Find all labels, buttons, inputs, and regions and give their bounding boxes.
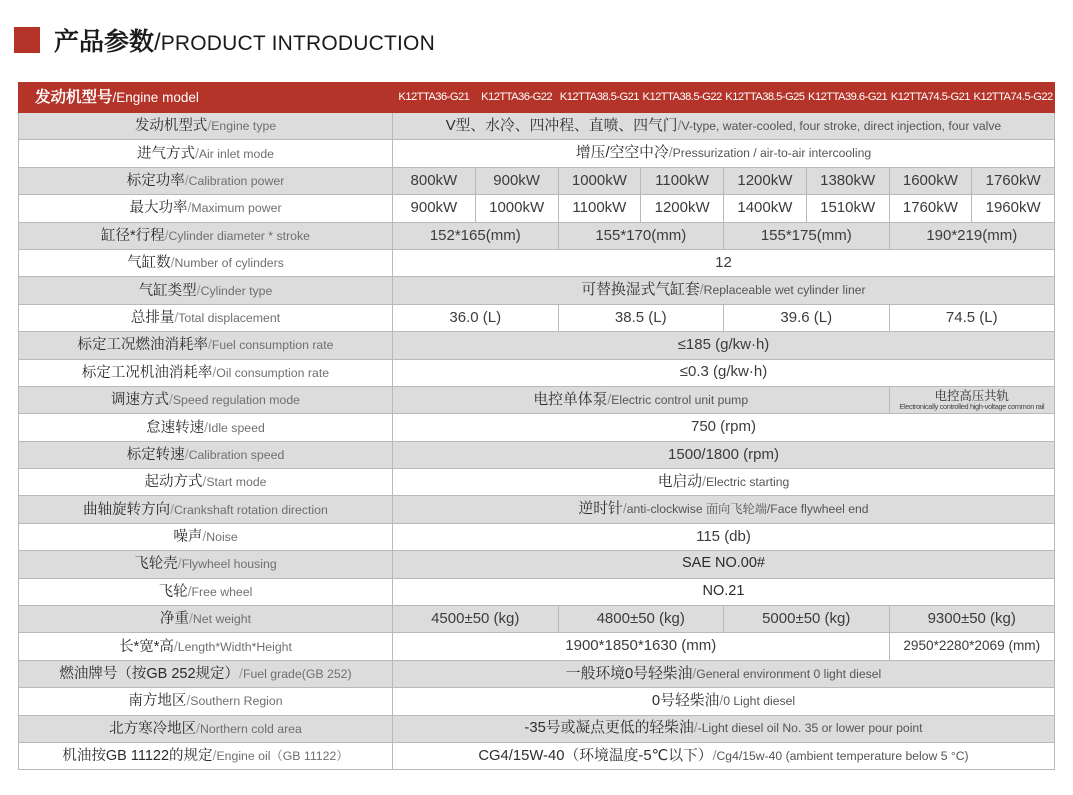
- row-label-separator: /: [177, 555, 182, 572]
- table-cell-value: 4500±50 (kg): [393, 606, 559, 633]
- table-cell-value: SAE NO.00#: [393, 551, 1055, 578]
- table-cell: [393, 469, 1055, 496]
- table-cell-value: 1900*1850*1630 (mm): [393, 633, 890, 660]
- row-label-separator: /: [170, 500, 175, 517]
- row-label: [19, 140, 393, 167]
- cell-value-separator: /: [668, 144, 673, 161]
- table-cell: [393, 715, 1055, 742]
- row-label-separator: /: [170, 254, 175, 271]
- row-label-en: Net weight: [192, 612, 251, 627]
- row-label-cn: 长*宽*高: [119, 638, 174, 655]
- table-cell-value: 155*170(mm): [558, 222, 724, 249]
- table-row: [19, 523, 1055, 550]
- table-cell-value: 1510kW: [806, 195, 889, 222]
- table-cell-value: ≤0.3 (g/kw·h): [393, 359, 1055, 386]
- table-cell: [393, 113, 1055, 140]
- row-label-en: Free wheel: [191, 584, 253, 599]
- row-label: [19, 167, 393, 194]
- cell-value-cn: 电控高压共轨: [934, 388, 1009, 403]
- row-label-cn: 气缸类型: [138, 282, 197, 299]
- spec-table-wrapper: [18, 82, 1054, 770]
- row-label: [19, 469, 393, 496]
- row-label: [19, 688, 393, 715]
- cell-value-en: anti-clockwise 面向飞轮端/Face flywheel end: [626, 502, 869, 517]
- table-row: [19, 195, 1055, 222]
- table-row: [19, 469, 1055, 496]
- cell-value-cn: 逆时针: [578, 501, 623, 518]
- model-column-header: K12TTA74.5-G21: [889, 83, 972, 113]
- table-cell-value: 1100kW: [641, 167, 724, 194]
- row-label: [19, 606, 393, 633]
- cell-value-en: V-type, water-cooled, four stroke, direct injection, four valve: [681, 118, 1002, 133]
- model-column-header: K12TTA38.5-G25: [724, 83, 807, 113]
- cell-value-separator: /: [699, 281, 704, 298]
- row-label-cn: 标定功率: [126, 173, 185, 189]
- table-cell-value: 2950*2280*2069 (mm): [889, 633, 1055, 660]
- row-label-en: Calibration power: [188, 174, 285, 188]
- page-title-bar: [0, 22, 435, 58]
- cell-value-en: Electronically controlled high-voltage common rail: [899, 402, 1045, 412]
- table-cell-value: 9300±50 (kg): [889, 606, 1055, 633]
- cell-value-en: Cg4/15w-40 (ambient temperature below 5 °C): [716, 748, 969, 763]
- row-label-cn: 曲轴旋转方向: [83, 501, 171, 518]
- row-label-en: Maximum power: [191, 201, 282, 216]
- row-label-en: Fuel grade(GB 252): [242, 667, 352, 682]
- table-cell-value: NO.21: [393, 578, 1055, 605]
- table-cell-value: 39.6 (L): [724, 304, 890, 331]
- table-cell: [393, 386, 890, 413]
- row-label-en: Air inlet mode: [198, 146, 275, 161]
- row-label-separator: /: [184, 172, 189, 188]
- table-row: [19, 578, 1055, 605]
- table-row: [19, 551, 1055, 578]
- row-label-separator: /: [184, 445, 189, 462]
- row-label-en: Northern cold area: [200, 721, 302, 736]
- row-label-separator: /: [189, 610, 193, 627]
- table-cell-value: 1200kW: [724, 167, 807, 194]
- row-label-separator: /: [164, 226, 169, 243]
- table-cell-value: 750 (rpm): [393, 414, 1055, 441]
- page-title-cn: 产品参数: [54, 28, 155, 56]
- row-label-en: Start mode: [206, 475, 267, 490]
- row-label-en: Flywheel housing: [181, 557, 277, 572]
- row-label-cn: 机油按GB 11122的规定: [62, 748, 213, 765]
- engine-spec-table: [18, 82, 1055, 770]
- table-row: [19, 249, 1055, 276]
- row-label-separator: /: [207, 117, 212, 134]
- header-label-cn: 发动机型号: [35, 88, 113, 106]
- header-engine-model-label: [19, 83, 393, 113]
- row-label-separator: /: [207, 336, 212, 353]
- row-label-en: Southern Region: [190, 694, 283, 709]
- table-cell-value: 800kW: [393, 167, 476, 194]
- row-label-cn: 标定工况燃油消耗率: [77, 337, 208, 354]
- row-label: [19, 113, 393, 140]
- row-label-separator: /: [173, 637, 178, 654]
- table-row: [19, 633, 1055, 660]
- row-label: [19, 222, 393, 249]
- row-label-cn: 起动方式: [144, 474, 203, 491]
- page-title: [54, 22, 435, 58]
- row-label-cn: 发动机型式: [134, 118, 208, 135]
- row-label-separator: /: [174, 308, 179, 325]
- table-cell-value: 1760kW: [889, 195, 972, 222]
- table-header-row: [19, 83, 1055, 113]
- table-cell-value: 155*175(mm): [724, 222, 890, 249]
- table-cell: [393, 140, 1055, 167]
- table-cell-value: 1400kW: [724, 195, 807, 222]
- spec-table-head: [19, 83, 1055, 113]
- table-cell: [393, 496, 1055, 523]
- row-label: [19, 414, 393, 441]
- row-label-cn: 最大功率: [129, 200, 188, 217]
- table-row: [19, 359, 1055, 386]
- row-label-separator: /: [187, 199, 192, 216]
- row-label: [19, 386, 393, 413]
- row-label-en: Engine oil（GB 11122）: [216, 749, 349, 764]
- cell-value-en: Replaceable wet cylinder liner: [703, 283, 866, 298]
- cell-value-cn: -35号或凝点更低的轻柴油: [524, 720, 694, 737]
- row-label-cn: 南方地区: [128, 693, 187, 710]
- table-cell-value: 74.5 (L): [889, 304, 1055, 331]
- table-row: [19, 332, 1055, 359]
- table-row: [19, 660, 1055, 687]
- row-label-cn: 噪声: [173, 529, 203, 546]
- cell-value-cn: CG4/15W-40（环境温度-5℃以下）: [478, 747, 713, 764]
- row-label-en: Crankshaft rotation direction: [174, 502, 328, 517]
- row-label-cn: 飞轮壳: [134, 556, 178, 573]
- cell-value-en: 0 Light diesel: [723, 693, 796, 708]
- table-row: [19, 277, 1055, 304]
- cell-value-separator: /: [677, 116, 682, 133]
- row-label-cn: 飞轮: [158, 583, 188, 600]
- row-label-en: Idle speed: [208, 420, 265, 435]
- cell-value-cn: 电启动: [657, 473, 703, 490]
- row-label-en: Cylinder diameter * stroke: [168, 228, 310, 243]
- page-title-separator: /: [154, 29, 161, 56]
- row-label: [19, 633, 393, 660]
- row-label-en: Length*Width*Height: [177, 639, 292, 654]
- table-cell-value: 36.0 (L): [393, 304, 559, 331]
- header-label-en: Engine model: [116, 89, 199, 105]
- row-label-cn: 怠速转速: [146, 419, 205, 436]
- table-row: [19, 441, 1055, 468]
- row-label-separator: /: [202, 528, 207, 545]
- table-cell-value: 1000kW: [558, 167, 641, 194]
- cell-value-cn: 增压/空空中冷: [575, 145, 669, 162]
- row-label-separator: /: [168, 391, 173, 408]
- model-column-header: K12TTA36-G21: [393, 83, 476, 113]
- row-label: [19, 277, 393, 304]
- table-cell-value: 1600kW: [889, 167, 972, 194]
- row-label-cn: 进气方式: [136, 145, 195, 162]
- table-row: [19, 742, 1055, 769]
- cell-value-cn: 一般环境0号轻柴油: [565, 665, 693, 682]
- table-cell-value: 900kW: [393, 195, 476, 222]
- table-row: [19, 140, 1055, 167]
- row-label-cn: 标定转速: [126, 446, 185, 463]
- table-cell: [393, 660, 1055, 687]
- row-label: [19, 660, 393, 687]
- model-column-header: K12TTA39.6-G21: [806, 83, 889, 113]
- row-label-separator: /: [202, 473, 207, 490]
- row-label-en: Cylinder type: [200, 283, 273, 298]
- table-cell-value: 1100kW: [558, 195, 641, 222]
- table-row: [19, 304, 1055, 331]
- table-cell-value: 1200kW: [641, 195, 724, 222]
- cell-value-separator: /: [712, 746, 717, 763]
- table-cell: [393, 277, 1055, 304]
- table-cell-value: 900kW: [475, 167, 558, 194]
- model-column-header: K12TTA38.5-G21: [558, 83, 641, 113]
- table-cell-value: 115 (db): [393, 523, 1055, 550]
- row-label: [19, 249, 393, 276]
- title-bullet-square-icon: [14, 27, 40, 53]
- table-cell-value: 5000±50 (kg): [724, 606, 890, 633]
- model-column-header: K12TTA74.5-G22: [972, 83, 1055, 113]
- row-label-cn: 缸径*行程: [100, 227, 165, 244]
- cell-value-cn: V型、水冷、四冲程、直喷、四气门: [445, 117, 678, 134]
- cell-value-en: -Light diesel oil No. 35 or lower pour point: [697, 721, 923, 736]
- cell-value-separator: /: [693, 719, 698, 736]
- row-label-en: Calibration speed: [188, 447, 285, 462]
- row-label: [19, 578, 393, 605]
- table-cell: [889, 386, 1055, 413]
- cell-value-en: General environment 0 light diesel: [696, 666, 882, 681]
- row-label-cn: 标定工况机油消耗率: [81, 364, 213, 381]
- cell-value-en: Electric control unit pump: [611, 392, 749, 407]
- table-cell-value: 38.5 (L): [558, 304, 724, 331]
- row-label-cn: 调速方式: [110, 392, 169, 409]
- header-label-separator: /: [112, 89, 117, 105]
- row-label-cn: 北方寒冷地区: [109, 720, 197, 737]
- row-label-separator: /: [194, 144, 199, 161]
- row-label-en: Noise: [206, 530, 238, 545]
- row-label: [19, 359, 393, 386]
- table-cell-value: 1960kW: [972, 195, 1055, 222]
- page-title-en: PRODUCT INTRODUCTION: [160, 32, 435, 55]
- table-row: [19, 222, 1055, 249]
- row-label-separator: /: [186, 692, 191, 709]
- row-label: [19, 742, 393, 769]
- table-cell-value: 1380kW: [806, 167, 889, 194]
- table-cell-value: ≤185 (g/kw·h): [393, 332, 1055, 359]
- row-label: [19, 332, 393, 359]
- cell-value-separator: /: [607, 390, 612, 407]
- row-label: [19, 441, 393, 468]
- row-label-separator: /: [196, 719, 201, 736]
- cell-value-en: Electric starting: [705, 474, 790, 489]
- cell-value-separator: /: [719, 691, 724, 708]
- table-cell-value: 152*165(mm): [393, 222, 559, 249]
- row-label-en: Number of cylinders: [174, 256, 284, 271]
- table-row: [19, 113, 1055, 140]
- row-label-en: Fuel consumption rate: [211, 338, 334, 353]
- cell-value-cn: 可替换湿式气缸套: [581, 282, 700, 299]
- table-cell-value: 190*219(mm): [889, 222, 1055, 249]
- row-label-separator: /: [239, 665, 243, 682]
- row-label: [19, 496, 393, 523]
- row-label: [19, 304, 393, 331]
- table-row: [19, 606, 1055, 633]
- model-column-header: K12TTA38.5-G22: [641, 83, 724, 113]
- table-row: [19, 688, 1055, 715]
- cell-value-separator: /: [692, 664, 697, 681]
- row-label-cn: 燃油牌号（按GB 252规定）: [59, 666, 240, 683]
- table-row: [19, 414, 1055, 441]
- cell-value-cn: 0号轻柴油: [651, 692, 720, 709]
- model-column-header: K12TTA36-G22: [475, 83, 558, 113]
- row-label-separator: /: [212, 363, 217, 380]
- row-label-separator: /: [196, 281, 201, 298]
- table-row: [19, 167, 1055, 194]
- table-cell-value: 1760kW: [972, 167, 1055, 194]
- table-cell: [393, 742, 1055, 769]
- table-cell-value: 12: [393, 249, 1055, 276]
- row-label-separator: /: [212, 747, 217, 764]
- row-label-en: Oil consumption rate: [216, 365, 330, 380]
- table-cell-value: 1000kW: [475, 195, 558, 222]
- row-label-cn: 净重: [160, 611, 189, 628]
- row-label-en: Speed regulation mode: [172, 393, 301, 408]
- cell-value-separator: /: [622, 500, 627, 517]
- cell-value-en: Pressurization / air-to-air intercooling: [672, 146, 872, 161]
- row-label-separator: /: [187, 582, 192, 599]
- table-row: [19, 715, 1055, 742]
- cell-value-separator: /: [702, 472, 706, 489]
- row-label: [19, 715, 393, 742]
- cell-value-cn: 电控单体泵: [533, 391, 608, 408]
- table-row: [19, 496, 1055, 523]
- row-label-en: Engine type: [211, 119, 277, 134]
- row-label-en: Total displacement: [178, 310, 281, 325]
- row-label-separator: /: [204, 418, 209, 435]
- row-label: [19, 551, 393, 578]
- row-label-cn: 气缸数: [127, 255, 171, 272]
- table-cell-value: 1500/1800 (rpm): [393, 441, 1055, 468]
- row-label: [19, 195, 393, 222]
- table-cell-value: 4800±50 (kg): [558, 606, 724, 633]
- row-label-cn: 总排量: [130, 309, 175, 326]
- table-row: [19, 386, 1055, 413]
- row-label: [19, 523, 393, 550]
- table-cell: [393, 688, 1055, 715]
- spec-table-body: [19, 113, 1055, 770]
